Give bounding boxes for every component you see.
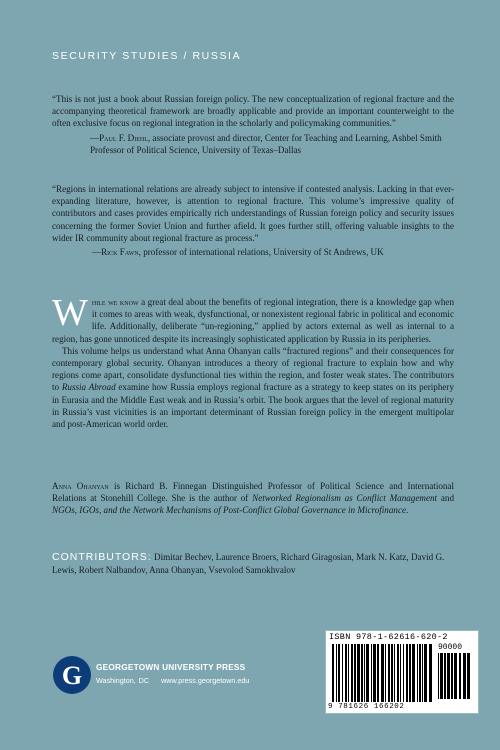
barcode-bar — [406, 644, 408, 702]
barcode-bar — [447, 653, 450, 699]
endorsement-quote-2 — [52, 183, 454, 258]
barcode-bar — [403, 644, 404, 702]
barcode-bar — [354, 644, 356, 702]
endorser-name: Rick Fawn — [101, 247, 139, 258]
isbn-text: ISBN 978-1-62616-620-2 — [329, 632, 448, 642]
description-paragraph-2: This volume helps us understand what Anna Ohanyan calls “fractured regions” and their consequences for contemporary global security. Ohanyan introduces a theory of regional fracture to explain how and why regions come apart, consolidate dysfunctional ties within the region, and foster weak states. The contributors to Russia Abroad examine how Russia employs regional fracture as a strategy to keep states on its periphery in Eurasia and the Middle East weak and in Russia’s orbit. The book argues that the level of regional maturity in Russia’s vast vicinities is an important determinant of Russian foreign policy in the emergent multipolar and post-American world order. — [52, 345, 454, 430]
price-code: 90000 — [438, 643, 463, 652]
barcode-bar — [429, 644, 432, 702]
contributors-label: CONTRIBUTORS: — [52, 551, 152, 563]
barcode-bar — [422, 644, 423, 702]
publisher-location: Washington, DC www.press.georgetown.edu — [96, 676, 250, 685]
author-name: Anna Ohanyan — [52, 481, 109, 491]
barcode-bar — [424, 644, 427, 702]
barcode-bar — [336, 644, 337, 702]
barcode-bar — [332, 644, 334, 702]
barcode-bar — [357, 644, 360, 702]
quote-text: “This is not just a book about Russian foreign policy. The new conceptualization of regional fracture and the accompanying theoretical framework are broadly applicable and provide an important counterweight to the often exclusive focus on regional integration in the scholarly and policymaking communities.” — [52, 94, 454, 129]
georgetown-press-logo-icon — [52, 655, 92, 695]
barcode-bar — [444, 653, 446, 699]
barcode-bar — [394, 644, 395, 702]
barcode-bars-addon — [438, 653, 474, 699]
barcode-bar — [351, 644, 353, 702]
barcode-bar — [409, 644, 411, 702]
barcode-bars-main — [332, 644, 434, 702]
book-description — [52, 292, 454, 430]
barcode-bar — [388, 644, 390, 702]
barcode-bar — [377, 644, 379, 702]
barcode-bar — [463, 653, 466, 699]
quote-attribution: —Rick Fawn, professor of international relations, University of St Andrews, UK — [92, 247, 384, 258]
publisher-name: GEORGETOWN UNIVERSITY PRESS — [96, 662, 246, 672]
barcode-bar — [419, 644, 421, 702]
barcode-bar — [366, 644, 369, 702]
barcode-bar — [364, 644, 365, 702]
endorser-title: , professor of international relations, University of St Andrews, UK — [138, 247, 384, 258]
barcode-bar — [400, 644, 401, 702]
description-paragraph-1: While we know a great deal about the benefits of regional integration, there is a knowledge gap when it comes to areas with weak, dysfunctional, or nonexistent regional fabric in political and economic life. Additionally, deliberate “un-regioning,” applied by actors external as well as internal to a region, has gone unnoticed despite its increasingly sophisticated application by Russia in its peripheries. — [52, 292, 454, 344]
category-label: SECURITY STUDIES / RUSSIA — [52, 50, 242, 62]
logo-letter: G — [61, 661, 83, 690]
barcode-bar — [467, 653, 470, 699]
author-book-2: NGOs, IGOs, and the Network Mechanisms of Post-Conflict Global Governance in Microfinance — [52, 505, 407, 516]
drop-cap: W — [52, 292, 88, 334]
barcode-bar — [381, 644, 384, 702]
author-book-1: Networked Regionalism as Conflict Management — [252, 493, 438, 504]
endorser-title: , associate provost and director, Center for Teaching and Learning, Ashbel Smith Professor of Political Science, University of Texas–Dallas — [90, 132, 442, 155]
barcode-bar — [454, 653, 457, 699]
isbn-barcode — [325, 630, 479, 714]
author-bio: Anna Ohanyan is Richard B. Finnegan Distinguished Professor of Political Science and International Relations at Stonehill College. She is the author of Networked Regionalism as Conflict Management and NGOs, IGOs, and the Network Mechanisms of Post-Conflict Global Governance in Microfinance. — [52, 481, 455, 516]
barcode-bar — [373, 644, 376, 702]
publisher-url[interactable]: www.press.georgetown.edu — [161, 676, 250, 685]
endorsement-quote-1 — [52, 93, 454, 156]
barcode-bar — [345, 644, 347, 702]
barcode-bar — [385, 644, 386, 702]
barcode-bar — [371, 644, 372, 702]
barcode-bar — [342, 644, 343, 702]
barcode-bar — [397, 644, 399, 702]
barcode-bar — [440, 653, 443, 699]
barcode-bar — [338, 644, 340, 702]
quote-text: “Regions in international relations are already subject to intensive if contested analysis. Lacking in that ever-expanding literature, however, is attention to regional fracture. This volume’s impressive quality of contributors and cases provides empirically rich understandings of Russian foreign policy and security issues concerning the former Soviet Union and further afield. It goes further still, offering valuable insights to the wider IR community about regional fracture as process.” — [52, 184, 454, 243]
barcode-bar — [391, 644, 393, 702]
barcode-number: 9 781626 166202 — [328, 703, 405, 711]
barcode-bar — [438, 653, 439, 699]
barcode-bar — [361, 644, 363, 702]
barcode-bar — [417, 644, 418, 702]
barcode-bar — [412, 644, 415, 702]
barcode-bar — [348, 644, 349, 702]
barcode-bar — [451, 653, 453, 699]
contributors — [52, 551, 454, 577]
quote-attribution: —Paul F. Diehl, associate provost and director, Center for Teaching and Learning, Ashbel Smith Professor of Political Science, University of Texas–Dallas — [90, 132, 442, 155]
lead-in: hile we know — [91, 297, 139, 307]
contributors-names: Dimitar Bechev, Laurence Broers, Richard Giragosian, Mark N. Katz, David G. Lewis, Robert Nalbandov, Anna Ohanyan, Vsevolod Samokhvalov — [52, 552, 445, 575]
book-title: Russia Abroad — [61, 382, 116, 393]
endorser-name: Paul F. Diehl — [99, 132, 148, 143]
barcode-bar — [459, 653, 461, 699]
